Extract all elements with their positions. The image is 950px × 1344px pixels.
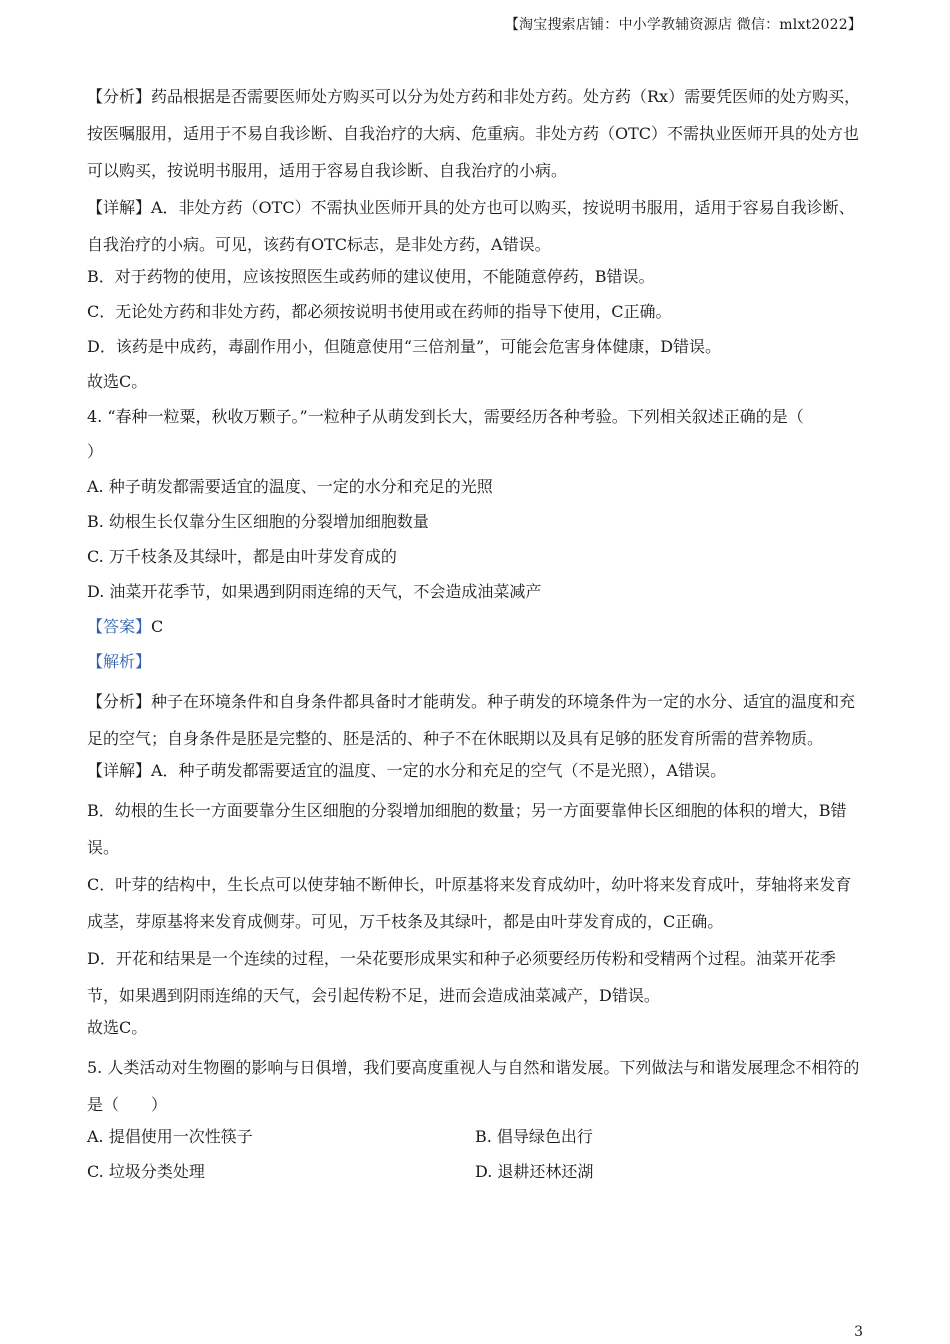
q3-conclusion: 故选C。 [87,372,148,391]
q5-options-row-2 [87,1158,865,1193]
q4-option-d: D. 油菜开花季节，如果遇到阴雨连绵的天气，不会造成油菜减产 [87,582,542,601]
q4-analysis: 【分析】种子在环境条件和自身条件都具备时才能萌发。种子萌发的环境条件为一定的水分、适宜的温度和充足的空气；自身条件是胚是完整的、胚是活的、种子不在休眠期以及具有足够的胚发育所需的营养物质。 [87,692,856,748]
q4-option-a: A. 种子萌发都需要适宜的温度、一定的水分和充足的光照 [87,477,493,496]
q4-detail-c: C．叶芽的结构中，生长点可以使芽轴不断伸长，叶原基将来发育成幼叶，幼叶将来发育成叶，芽轴将来发育成茎，芽原基将来发育成侧芽。可见，万千枝条及其绿叶，都是由叶芽发育成的，C正确。 [87,875,852,931]
q3-detail-a: 【详解】A．非处方药（OTC）不需执业医师开具的处方也可以购买，按说明书服用，适用于容易自我诊断、自我治疗的小病。可见，该药有OTC标志，是非处方药，A错误。 [87,198,855,254]
page-number: 3 [854,1324,863,1340]
q3-analysis: 【分析】药品根据是否需要医师处方购买可以分为处方药和非处方药。处方药（Rx）需要凭医师的处方购买，按医嘱服用，适用于不易自我诊断、自我治疗的大病、危重病。非处方药（OTC）不需执业医师开具的处方也可以购买，按说明书服用，适用于容易自我诊断、自我治疗的小病。 [87,87,861,180]
q5-option-c: C. 垃圾分类处理 [87,1162,205,1181]
q4-stem-tail: ） [87,442,104,461]
q5-option-d: D. 退耕还林还湖 [475,1162,594,1181]
answer-value: C [151,617,164,636]
q4-stem: 4. “春种一粒粟，秋收万颗子。”一粒种子从萌发到长大，需要经历各种考验。下列相关叙述正确的是（ [87,407,804,426]
answer-label: 【答案】 [87,617,152,636]
q4-option-b: B. 幼根生长仅靠分生区细胞的分裂增加细胞数量 [87,512,429,531]
q4-detail-d: D．开花和结果是一个连续的过程，一朵花要形成果实和种子必须要经历传粉和受精两个过程。油菜开花季节，如果遇到阴雨连绵的天气，会引起传粉不足，进而会造成油菜减产，D错误。 [87,949,836,1005]
q5-option-b: B. 倡导绿色出行 [475,1127,593,1146]
q5-stem: 5. 人类活动对生物圈的影响与日俱增，我们要高度重视人与自然和谐发展。下列做法与和谐发展理念不相符的是（ ） [87,1058,860,1114]
jiexi-label: 【解析】 [87,652,152,671]
page-content [87,78,865,1193]
q4-option-c: C. 万千枝条及其绿叶，都是由叶芽发育成的 [87,547,397,566]
q3-detail-c: C．无论处方药和非处方药，都必须按说明书使用或在药师的指导下使用，C正确。 [87,302,672,321]
q4-detail-b: B．幼根的生长一方面要靠分生区细胞的分裂增加细胞的数量；另一方面要靠伸长区细胞的体积的增大，B错误。 [87,801,847,857]
q4-answer [87,613,865,648]
page-header: 【淘宝搜索店铺：中小学教辅资源店 微信：mlxt2022】 [504,17,862,33]
q4-detail-a: 【详解】A．种子萌发都需要适宜的温度、一定的水分和充足的空气（不是光照），A错误。 [87,761,727,780]
q5-options-row-1 [87,1123,865,1158]
q4-conclusion: 故选C。 [87,1018,148,1037]
q5-option-a: A. 提倡使用一次性筷子 [87,1127,253,1146]
q3-detail-d: D．该药是中成药，毒副作用小，但随意使用“三倍剂量”，可能会危害身体健康，D错误。 [87,337,722,356]
q3-detail-b: B．对于药物的使用，应该按照医生或药师的建议使用，不能随意停药，B错误。 [87,267,655,286]
